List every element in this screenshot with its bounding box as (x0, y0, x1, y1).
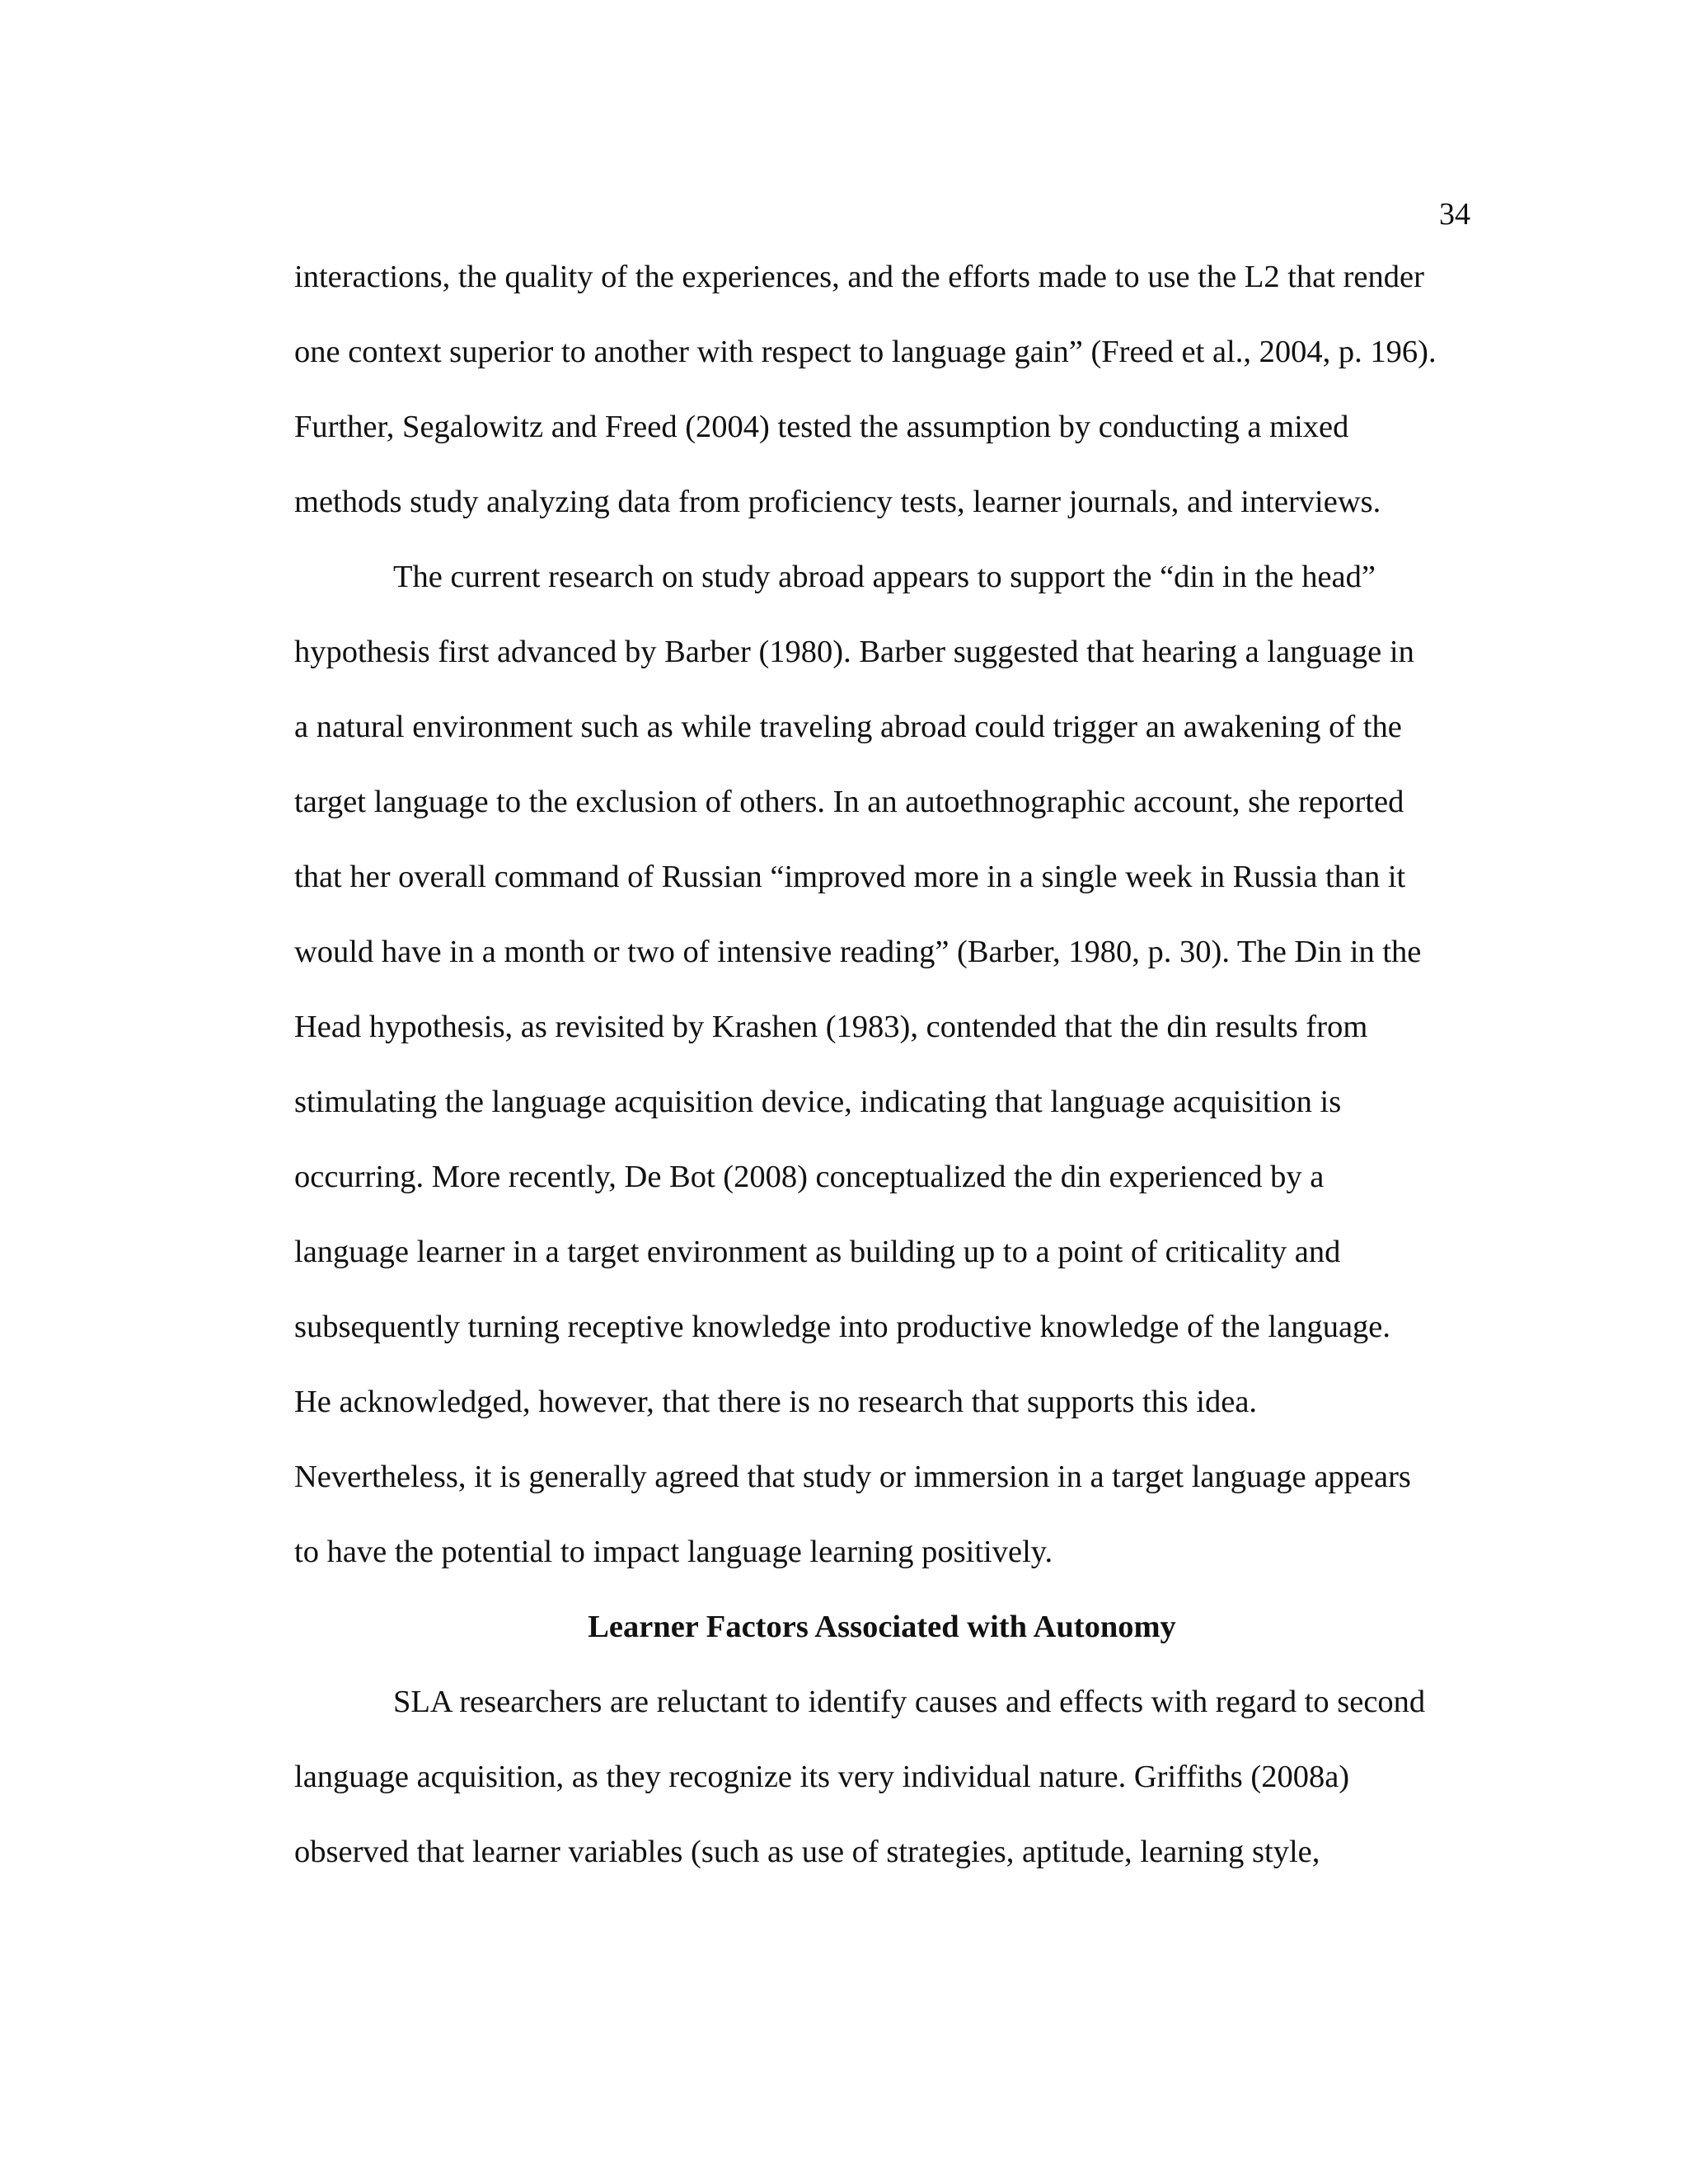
text-line: to have the potential to impact language learning positively. (294, 1535, 1053, 1569)
text-line: subsequently turning receptive knowledge into productive knowledge of the language. (294, 1310, 1391, 1344)
text-line: Further, Segalowitz and Freed (2004) tested the assumption by conducting a mixed (294, 410, 1349, 444)
text-line: methods study analyzing data from proficiency tests, learner journals, and interviews. (294, 485, 1381, 519)
text-line: would have in a month or two of intensive reading” (Barber, 1980, p. 30). The Din in the (294, 935, 1422, 969)
text-line: language acquisition, as they recognize its very individual nature. Griffiths (2008a) (294, 1760, 1350, 1794)
text-line: language learner in a target environment as building up to a point of criticality and (294, 1235, 1341, 1269)
text-line: He acknowledged, however, that there is no research that supports this idea. (294, 1385, 1258, 1419)
text-line: hypothesis first advanced by Barber (1980). Barber suggested that hearing a language in (294, 635, 1414, 669)
text-line: SLA researchers are reluctant to identify causes and effects with regard to second (393, 1685, 1426, 1719)
text-line: interactions, the quality of the experiences, and the efforts made to use the L2 that render (294, 260, 1424, 294)
text-line: that her overall command of Russian “improved more in a single week in Russia than it (294, 860, 1406, 894)
text-line: Nevertheless, it is generally agreed that study or immersion in a target language appears (294, 1460, 1411, 1494)
text-line: observed that learner variables (such as use of strategies, aptitude, learning style, (294, 1835, 1320, 1869)
page-number: 34 (1439, 197, 1470, 232)
text-line: stimulating the language acquisition device, indicating that language acquisition is (294, 1085, 1342, 1119)
text-line: a natural environment such as while traveling abroad could trigger an awakening of the (294, 710, 1402, 744)
text-line: Head hypothesis, as revisited by Krashen (1983), contended that the din results from (294, 1010, 1368, 1044)
text-line: one context superior to another with respect to language gain” (Freed et al., 2004, p. 196). (294, 335, 1437, 369)
text-line: The current research on study abroad appears to support the “din in the head” (393, 560, 1376, 594)
section-heading: Learner Factors Associated with Autonomy (588, 1610, 1176, 1644)
text-line: target language to the exclusion of others. In an autoethnographic account, she reported (294, 785, 1404, 819)
text-line: occurring. More recently, De Bot (2008) conceptualized the din experienced by a (294, 1160, 1325, 1194)
